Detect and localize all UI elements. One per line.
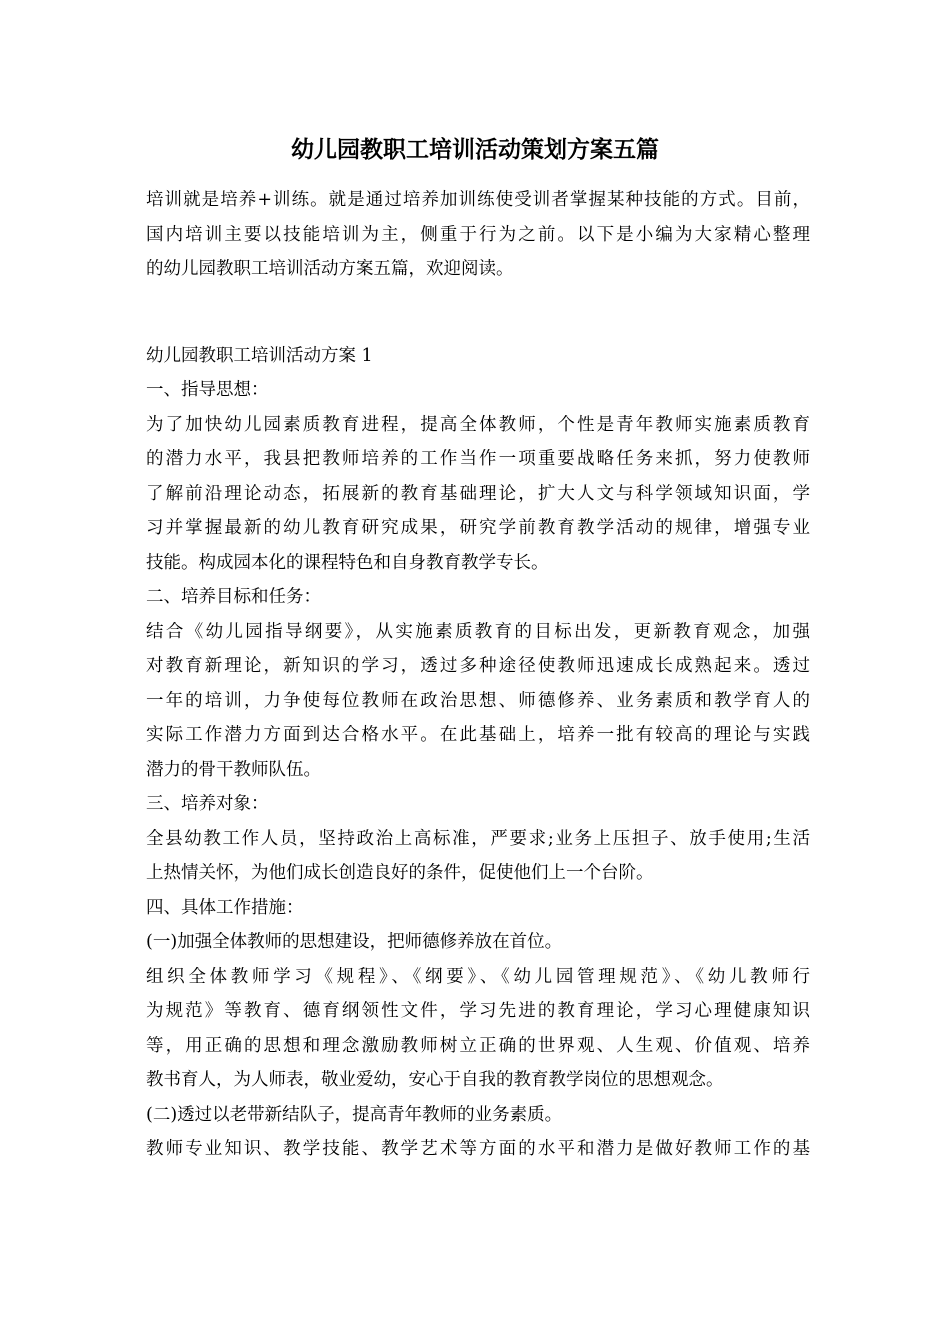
heading-line: 四、具体工作措施： <box>146 897 304 918</box>
body-line: 全县幼教工作人员，坚持政治上高标准，严要求;业务上压担子、放手使用;生活 <box>146 828 810 849</box>
heading-line: 二、培养目标和任务： <box>146 587 321 607</box>
document-title: 幼儿园教职工培训活动策划方案五篇 <box>291 136 659 163</box>
subheading-line: (一)加强全体教师的思想建设，把师德修养放在首位。 <box>146 932 563 952</box>
body-line: 技能。构成园本化的课程特色和自身教育教学专长。 <box>146 552 549 573</box>
body-line: 教师专业知识、教学技能、教学艺术等方面的水平和潜力是做好教师工作的基 <box>146 1139 810 1159</box>
body-line: 一年的培训，力争使每位教师在政治思想、师德修养、业务素质和教学育人的 <box>146 690 810 711</box>
body-line: 为了加快幼儿园素质教育进程，提高全体教师，个性是青年教师实施素质教育 <box>146 414 810 435</box>
body-line: 教书育人，为人师表，敬业爱幼，安心于自我的教育教学岗位的思想观念。 <box>146 1070 724 1090</box>
body-line: 潜力的骨干教师队伍。 <box>146 759 321 780</box>
body-line: 为规范》等教育、德育纲领性文件，学习先进的教育理论，学习心理健康知识 <box>146 1001 810 1021</box>
body-line: 上热情关怀，为他们成长创造良好的条件，促使他们上一个台阶。 <box>146 863 654 883</box>
section-title: 幼儿园教职工培训活动方案 1 <box>146 345 373 366</box>
heading-line: 一、指导思想： <box>146 380 269 400</box>
body-line: 实际工作潜力方面到达合格水平。在此基础上，培养一批有较高的理论与实践 <box>146 725 810 745</box>
body-line: 对教育新理论，新知识的学习，透过多种途径使教师迅速成长成熟起来。透过 <box>146 656 810 676</box>
body-line: 等，用正确的思想和理念激励教师树立正确的世界观、人生观、价值观、培养 <box>146 1035 810 1056</box>
body-line: 习并掌握最新的幼儿教育研究成果，研究学前教育教学活动的规律，增强专业 <box>146 518 810 538</box>
body-line: 组织全体教师学习《规程》、《纲要》、《幼儿园管理规范》、《幼儿教师行 <box>146 966 810 987</box>
intro-line: 国内培训主要以技能培训为主，侧重于行为之前。以下是小编为大家精心整理 <box>146 224 810 245</box>
heading-line: 三、培养对象： <box>146 794 269 814</box>
intro-line: 的幼儿园教职工培训活动方案五篇，欢迎阅读。 <box>146 259 514 279</box>
body-line: 了解前沿理论动态，拓展新的教育基础理论，扩大人文与科学领域知识面，学 <box>146 483 810 504</box>
paragraph-gap <box>146 287 810 339</box>
subheading-line: (二)透过以老带新结队子，提高青年教师的业务素质。 <box>146 1104 563 1125</box>
body-line: 结合《幼儿园指导纲要》，从实施素质教育的目标出发，更新教育观念，加强 <box>146 621 810 642</box>
body-line: 的潜力水平，我县把教师培养的工作当作一项重要战略任务来抓，努力使教师 <box>146 449 810 469</box>
document-body <box>146 183 810 1167</box>
intro-line: 培训就是培养+训练。就是通过培养加训练使受训者掌握某种技能的方式。目前， <box>146 190 810 210</box>
